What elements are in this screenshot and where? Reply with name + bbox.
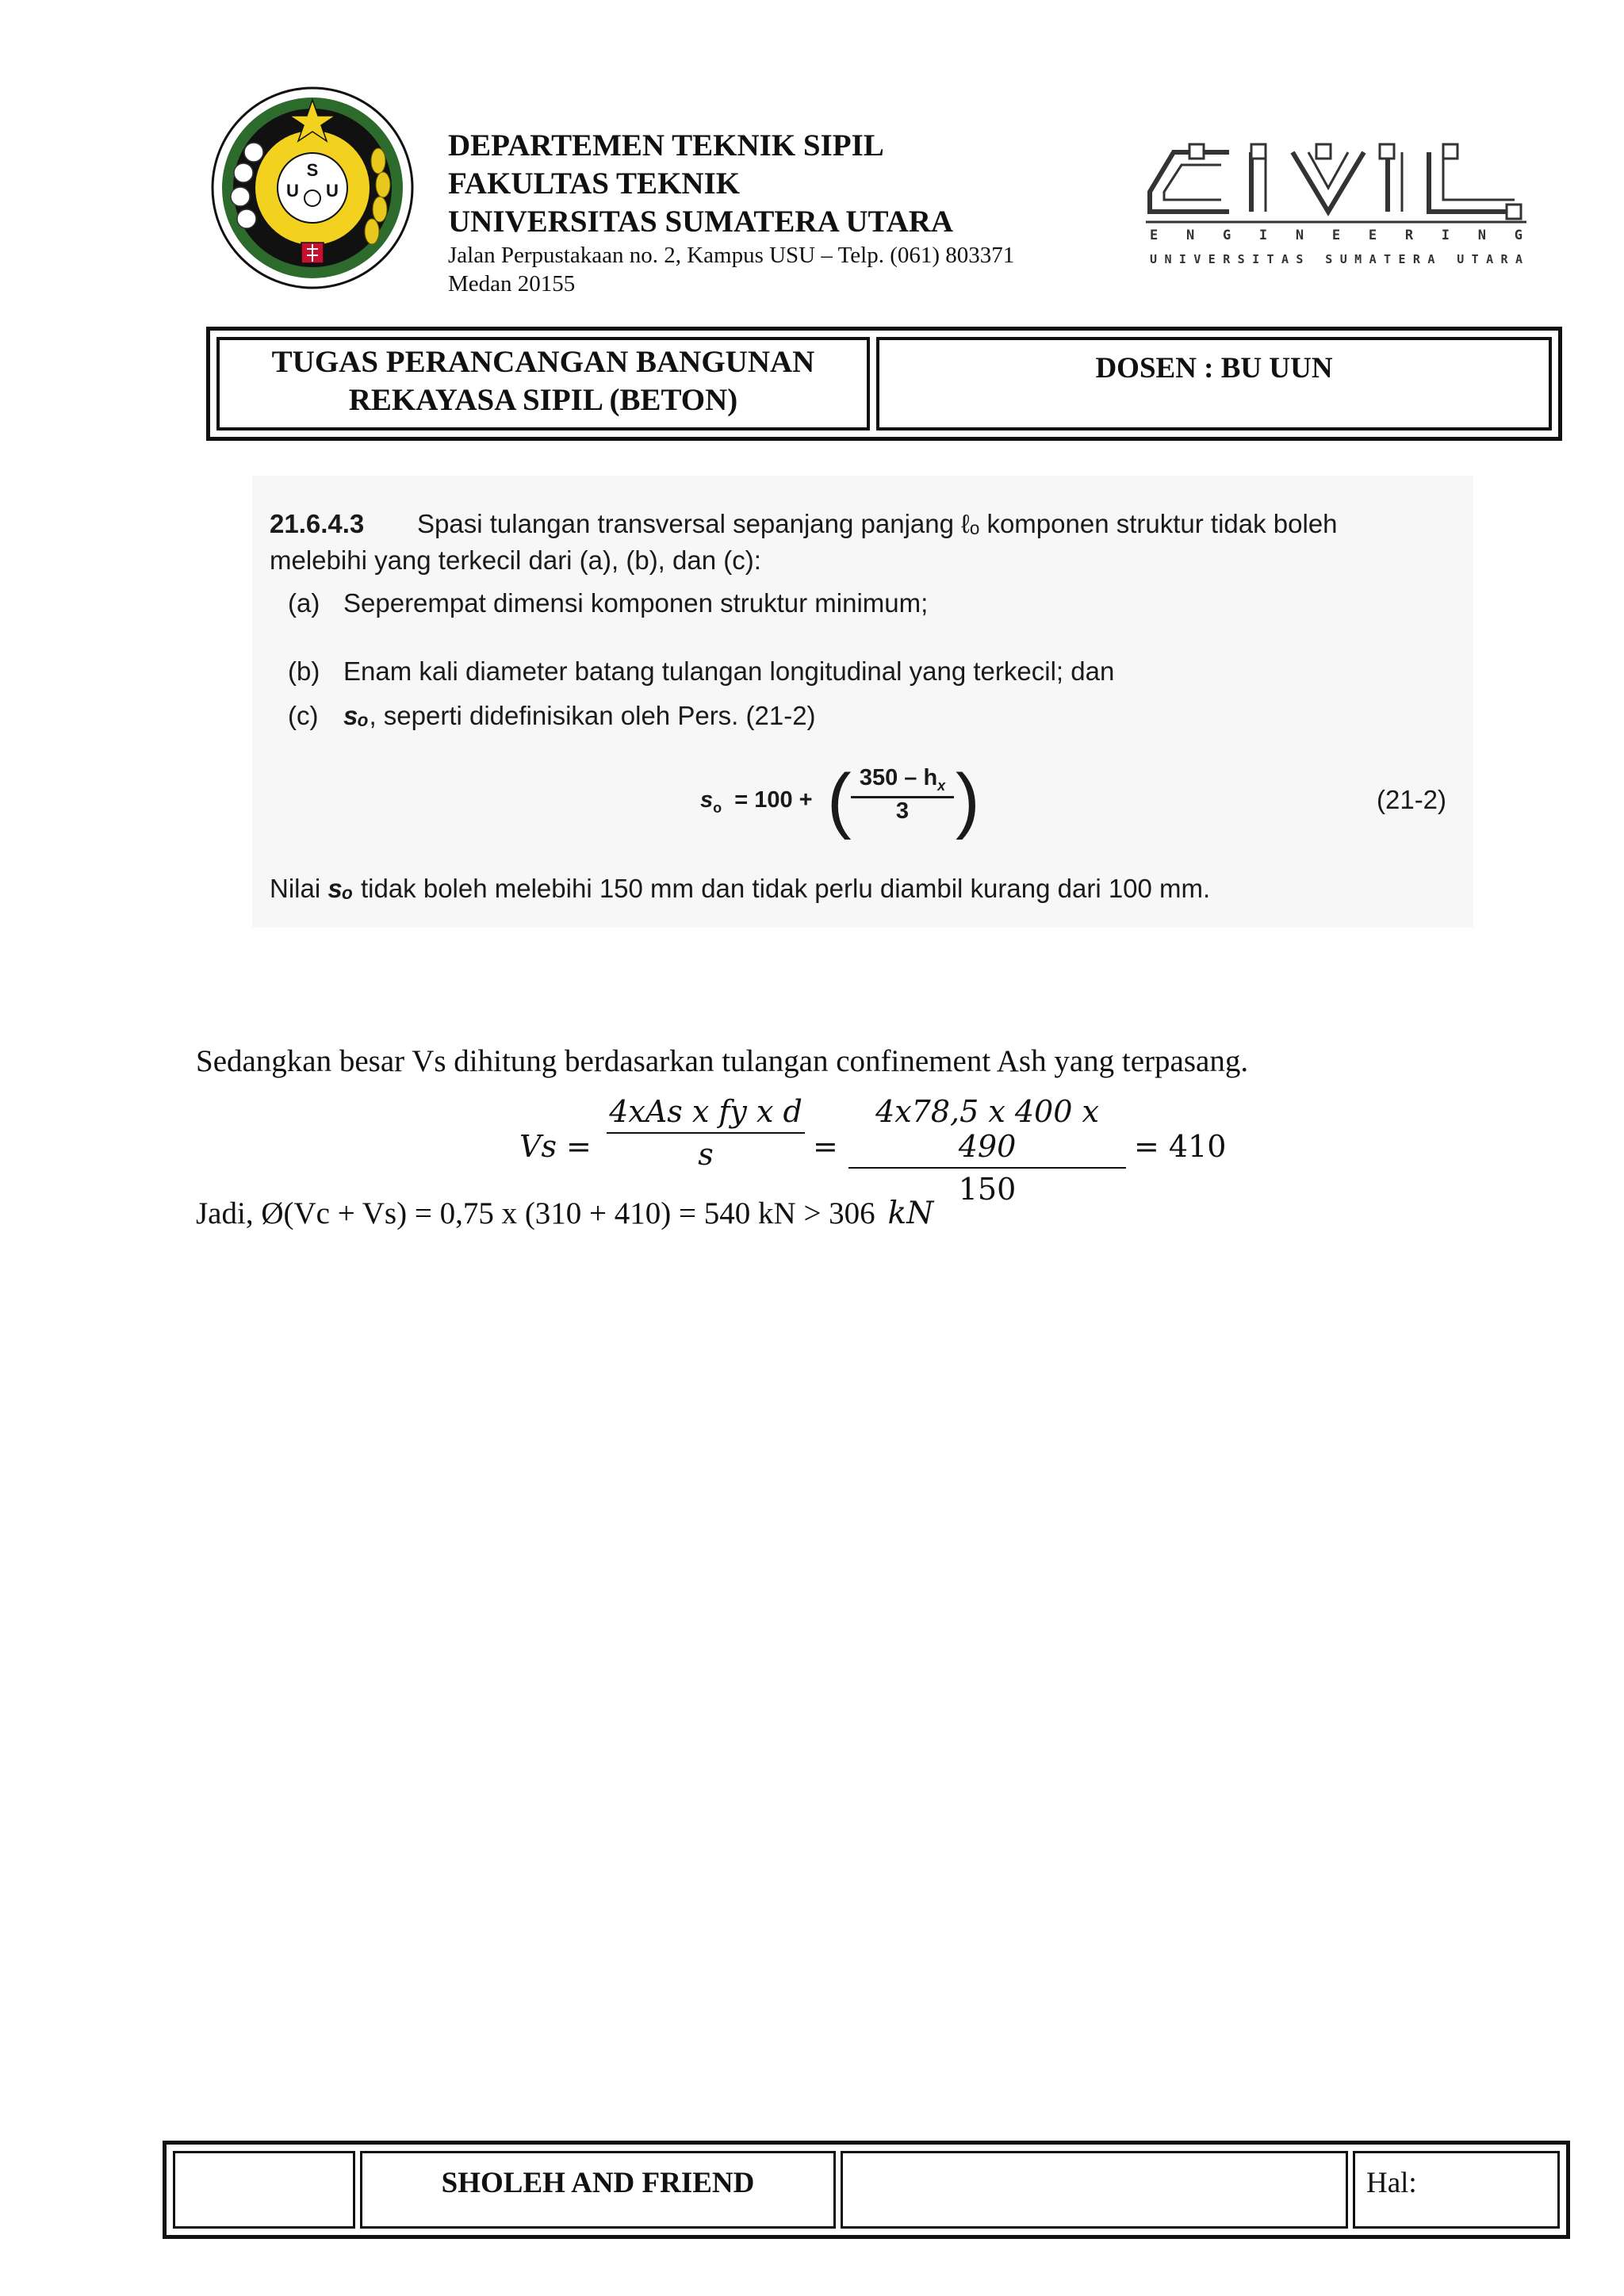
formula-denominator: 3 [895, 798, 910, 824]
item-a-text: Seperempat dimensi komponen struktur minimum; [343, 588, 929, 618]
course-title-line1: TUGAS PERANCANGAN BANGUNAN [271, 345, 815, 379]
formula-lhs-sub: o [713, 799, 722, 816]
course-title-line2: REKAYASA SIPIL (BETON) [348, 383, 738, 417]
university-name: UNIVERSITAS SUMATERA UTARA [448, 205, 954, 239]
item-b-text: Enam kali diameter batang tulangan longitudinal yang terkecil; dan [343, 656, 1115, 686]
city-line: Medan 20155 [448, 271, 576, 297]
faculty-name: FAKULTAS TEKNIK [448, 166, 741, 201]
conclusion-text: Jadi, Ø(Vc + Vs) = 0,75 x (310 + 410) = 540 kN > 306 [196, 1196, 875, 1230]
formula-eq-100: = 100 + [734, 787, 813, 813]
intro-paragraph: Sedangkan besar Vs dihitung berdasarkan tulangan confinement Ash yang terpasang. [196, 1044, 1249, 1078]
header-institution-block [448, 127, 1014, 298]
footer-cell-empty-1 [173, 2151, 355, 2229]
eq-f1-bar [607, 1132, 805, 1134]
footer-table [163, 2141, 1570, 2239]
footer-author-cell [360, 2151, 836, 2229]
seal-letter-u1: U [286, 181, 299, 201]
limit-note-symbol: sₒ [327, 874, 354, 903]
eq-f2-denominator: 150 [958, 1172, 1017, 1207]
item-c-text: , seperti didefinisikan oleh Pers. (21-2) [369, 701, 816, 730]
eq-f2-numerator: 4x78,5 x 400 x 490 [875, 1094, 1099, 1164]
eq-f1-numerator: 4xAs x fy x d [609, 1094, 802, 1129]
code-excerpt-image: 21.6.4.3 Spasi tulangan transversal sepanjang panjang ℓₒ komponen struktur tidak boleh melebihi yang terkecil dari (a), (b), dan (c): (a) Seperempat dimensi komponen struktur minimum; (b) Enam kali diameter batang tulangan longitudinal yang terkecil; dan (c) sₒ, seperti didefinisikan oleh Pers. (21-2) $s_o = 100$ + ( $350 - h_x$ 3 ) (21-2) Nilai sₒ tidak boleh melebihi 150 mm dan tidak perlu diambil kurang dari 100 mm. [252, 476, 1473, 928]
footer-cell-empty-2 [841, 2151, 1348, 2229]
clause-number: 21.6.4.3 [270, 509, 365, 538]
footer-page-cell [1353, 2151, 1560, 2229]
item-a-label: (a) [288, 588, 320, 618]
university-seal-logo [210, 86, 415, 290]
eq-lhs: Vs = [519, 1129, 592, 1164]
clause-text: Spasi tulangan transversal sepanjang panjang ℓₒ komponen struktur tidak boleh [417, 509, 1338, 538]
item-c-symbol: sₒ [343, 701, 370, 730]
eq-f1-denominator: s [698, 1137, 714, 1172]
limit-note-post: tidak boleh melebihi 150 mm dan tidak perlu diambil kurang dari 100 mm. [360, 874, 1211, 903]
clause-text-continued: melebihi yang terkecil dari (a), (b), dan (c): [270, 545, 761, 575]
conclusion-line [196, 1196, 933, 1231]
formula-lhs: s [700, 787, 714, 813]
lecturer-label: DOSEN : BU UUN [1095, 352, 1333, 385]
item-c-label: (c) [288, 701, 319, 730]
address-line: Jalan Perpustakaan no. 2, Kampus USU – Telp. (061) 803371 [448, 243, 1015, 268]
eq-f2-bar [848, 1167, 1126, 1169]
logo-university-text: UNIVERSITAS SUMATERA UTARA [1150, 252, 1522, 266]
course-title-cell [216, 337, 870, 430]
vs-equation [519, 1094, 1233, 1207]
title-table [206, 327, 1562, 441]
footer-page-label: Hal: [1366, 2167, 1417, 2199]
seal-letter-u2: U [326, 181, 339, 201]
limit-note-pre: Nilai [270, 874, 321, 903]
formula-numerator-sub: x [937, 777, 946, 794]
footer-author: SHOLEH AND FRIEND [441, 2167, 755, 2199]
eq-result: = 410 [1134, 1129, 1227, 1164]
eq-equals-2: = [813, 1129, 838, 1164]
lecturer-cell [876, 337, 1552, 430]
item-c [343, 701, 816, 731]
limit-note [270, 874, 1210, 904]
conclusion-unit: kN [887, 1196, 934, 1231]
civil-engineering-logo [1142, 136, 1530, 273]
seal-letter-s: S [306, 160, 319, 180]
department-name: DEPARTEMEN TEKNIK SIPIL [448, 128, 884, 163]
item-b-label: (b) [288, 656, 320, 686]
logo-engineering-text: E N G I N E E R I N G [1150, 228, 1522, 243]
formula-reference: (21-2) [1377, 785, 1447, 814]
formula-numerator: 350 – h [859, 765, 938, 790]
